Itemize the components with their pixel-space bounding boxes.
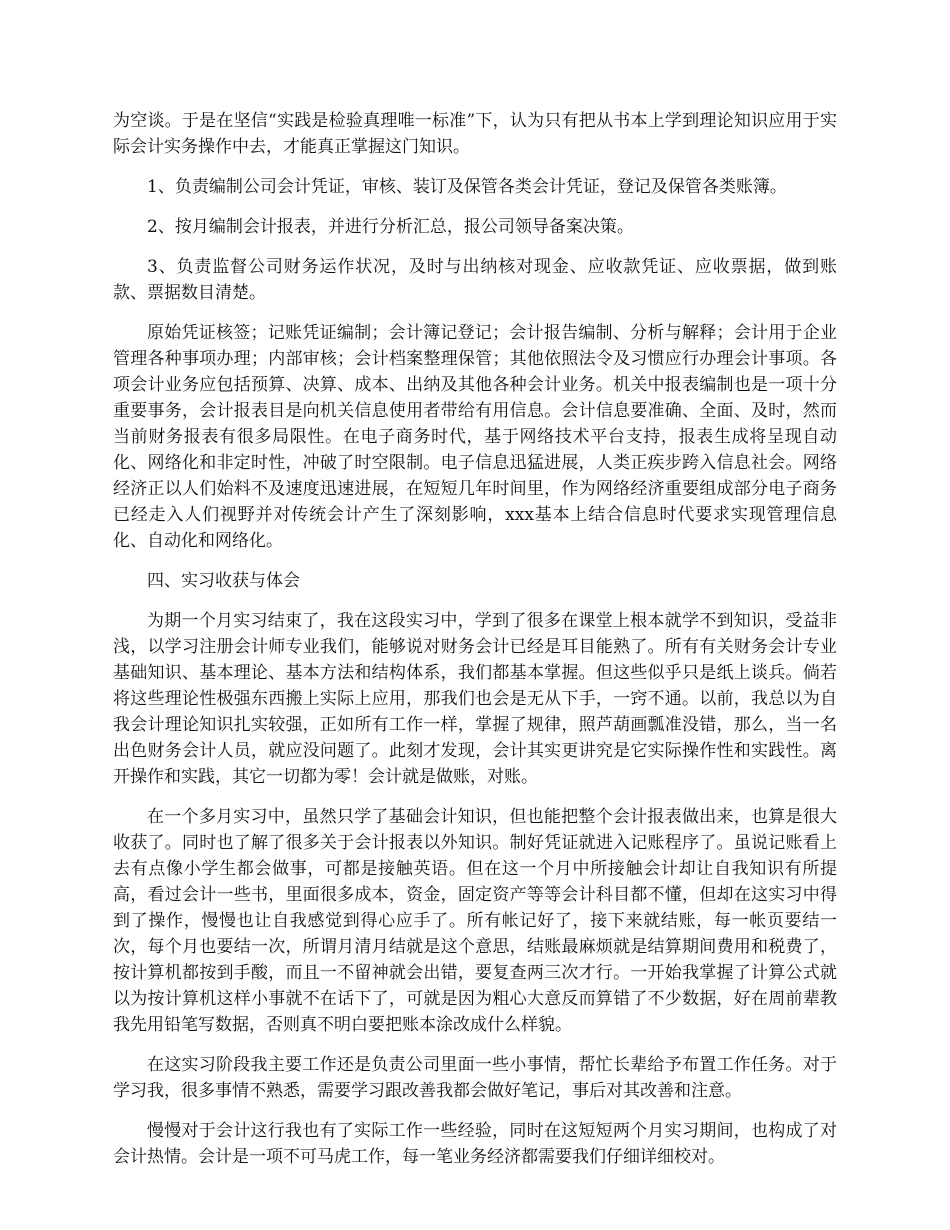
paragraph-internship-summary: 为期一个月实习结束了，我在这段实习中，学到了很多在课堂上根本就学不到知识，受益非浅，以学习注册会计师专业我们，能够说对财务会计已经是耳目能熟了。所有有关财务会计专业基础知识、基本理论、基本方法和结构体系，我们都基本掌握。但这些似乎只是纸上谈兵。倘若将这些理论性极强东西搬上实际上应用，那我们也会是无从下手，一窍不通。以前，我总以为自我会计理论知识扎实较强，正如所有工作一样，掌握了规律，照芦葫画瓢准没错，那么，当一名出色财务会计人员，就应没问题了。此刻才发现，会计其实更讲究是它实际操作性和实践性。离开操作和实践，其它一切都为零！会计就是做账，对账。 (113, 611, 837, 787)
paragraph-intro: 为空谈。于是在坚信“实践是检验真理唯一标准”下，认为只有把从书本上学到理论知识应用于实际会计实务操作中去，才能真正掌握这门知识。 (113, 111, 837, 157)
paragraph-reflection: 慢慢对于会计这行我也有了实际工作一些经验，同时在这短短两个月实习期间，也构成了对会计热情。会计是一项不可马虎工作，每一笔业务经济都需要我们仔细详细校对。 (113, 1121, 837, 1167)
paragraph-monthly-experience: 在一个多月实习中，虽然只学了基础会计知识，但也能把整个会计报表做出来，也算是很大收获了。同时也了解了很多关于会计报表以外知识。制好凭证就进入记账程序了。虽说记账看上去有点像小学生都会做事，可都是接触英语。但在这一个月中所接触会计却让自我知识有所提高，看过会计一些书，里面很多成本，资金，固定资产等等会计科目都不懂，但却在这实习中得到了操作，慢慢也让自我感觉到得心应手了。所有帐记好了，接下来就结账，每一帐页要结一次，每个月也要结一次，所谓月清月结就是这个意思，结账最麻烦就是结算期间费用和税费了，按计算机都按到手酸，而且一不留神就会出错，要复查两三次才行。一开始我掌握了计算公式就以为按计算机这样小事就不在话下了，可就是因为粗心大意反而算错了不少数据，好在周前辈教我先用铅笔写数据，否则真不明白要把账本涂改成什么样貌。 (113, 807, 837, 1035)
duty-item-1: 1、负责编制公司会计凭证，审核、装订及保管各类会计凭证，登记及保管各类账簿。 (147, 177, 787, 197)
paragraph-accounting-tasks: 原始凭证核签；记账凭证编制；会计簿记登记；会计报告编制、分析与解释；会计用于企业管理各种事项办理；内部审核；会计档案整理保管；其他依照法令及习惯应行办理会计事项。各项会计业务应包括预算、决算、成本、出纳及其他各种会计业务。机关中报表编制也是一项十分重要事务，会计报表目是向机关信息使用者带给有用信息。会计信息要准确、全面、及时，然而当前财务报表有很多局限性。在电子商务时代，基于网络技术平台支持，报表生成将呈现自动化、网络化和非定时性，冲破了时空限制。电子信息迅猛进展，人类正疾步跨入信息社会。网络经济正以人们始料不及速度迅速进展，在短短几年时间里，作为网络经济重要组成部分电子商务已经走入人们视野并对传统会计产生了深刻影响，xxx基本上结合信息时代要求实现管理信息化、自动化和网络化。 (113, 323, 837, 551)
section-heading-4: 四、实习收获与体会 (147, 571, 300, 591)
duty-item-2: 2、按月编制会计报表，并进行分析汇总，报公司领导备案决策。 (147, 217, 634, 237)
duty-item-3: 3、负责监督公司财务运作状况，及时与出纳核对现金、应收款凭证、应收票据，做到账款、票据数目清楚。 (113, 257, 837, 303)
document-page (113, 108, 837, 1184)
paragraph-work-tasks: 在这实习阶段我主要工作还是负责公司里面一些小事情，帮忙长辈给予布置工作任务。对于学习我，很多事情不熟悉，需要学习跟改善我都会做好笔记，事后对其改善和注意。 (113, 1055, 837, 1101)
